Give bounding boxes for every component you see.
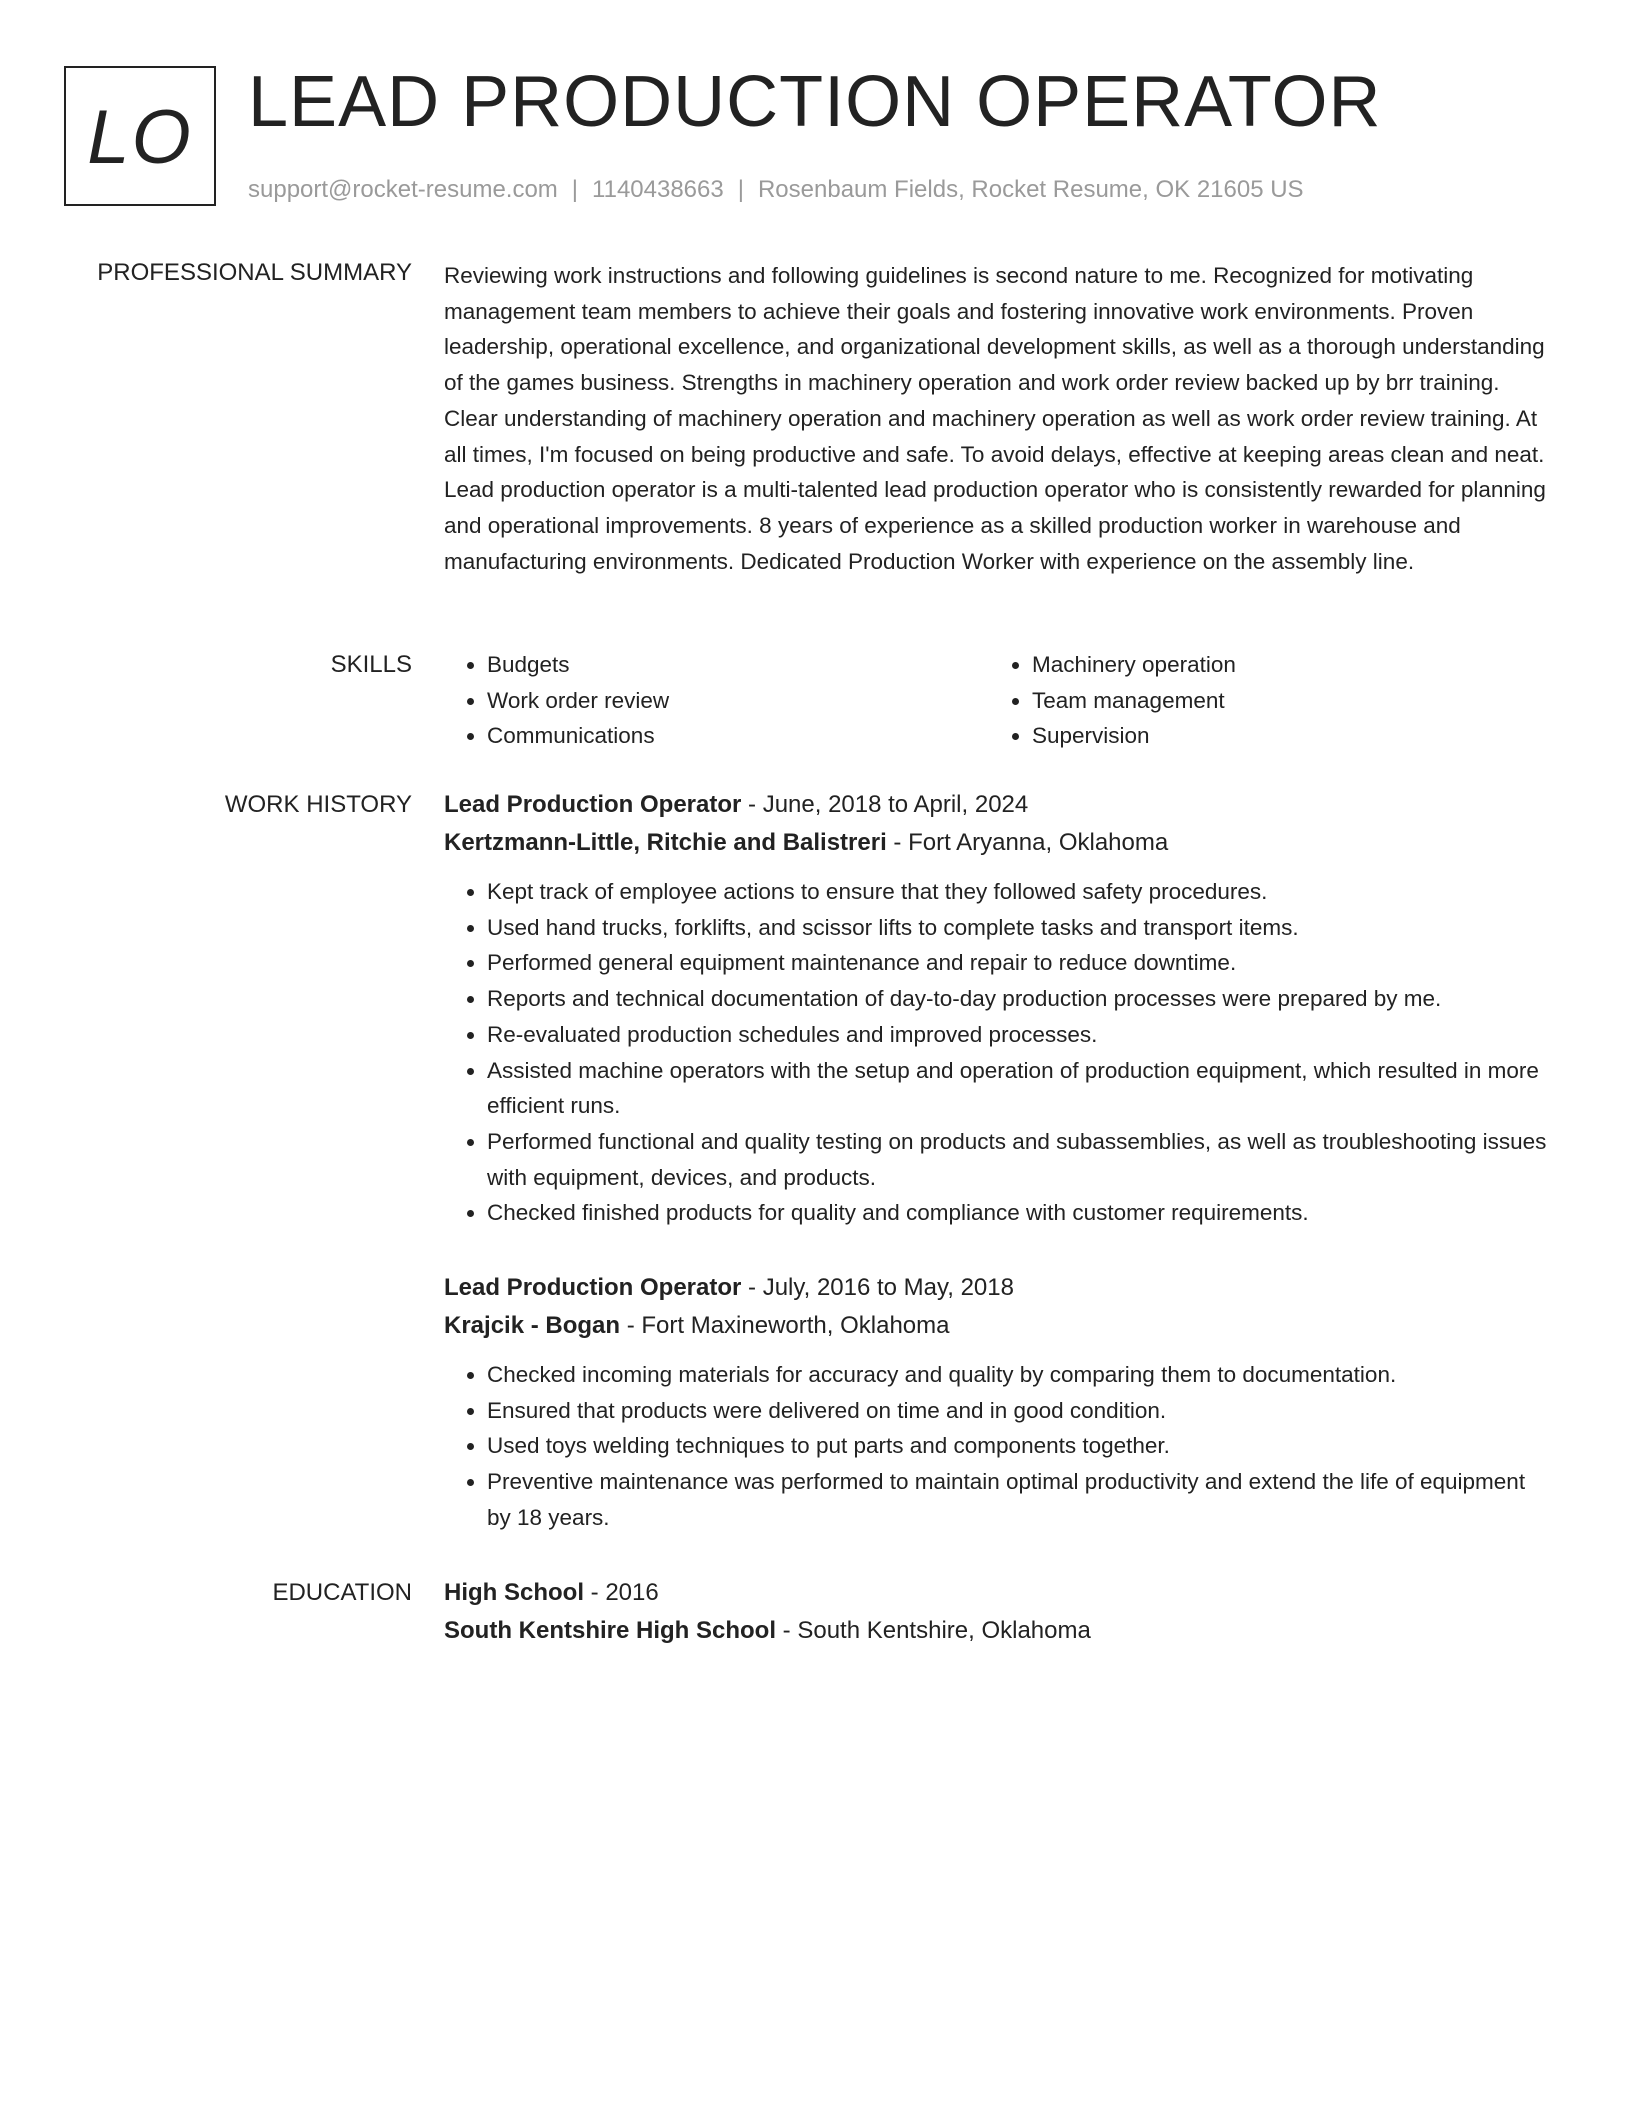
duty-item: • Assisted machine operators with the setup and operation of production equipment, which resulted in more efficient runs. (487, 1053, 1548, 1124)
duty-item: • Preventive maintenance was performed to maintain optimal productivity and extend the life of equipment by 18 years. (487, 1464, 1548, 1535)
duty-item: • Performed general equipment maintenance and repair to reduce downtime. (487, 945, 1548, 981)
skill-item: • Supervision (1032, 718, 1534, 754)
job-employer: Kertzmann-Little, Ritchie and Balistreri (444, 829, 887, 856)
job-employer: Krajcik - Bogan (444, 1312, 621, 1339)
duty-item: • Reports and technical documentation of day-to-day production processes were prepared by me. (487, 981, 1548, 1017)
job-title: Lead Production Operator (444, 791, 742, 818)
skills-list-right (989, 647, 1534, 754)
summary-heading: PROFESSIONAL SUMMARY (97, 259, 412, 286)
job-title-line (444, 1269, 1548, 1307)
contact-phone: 1140438663 (592, 176, 724, 203)
degree: High School (444, 1579, 584, 1606)
summary-body (444, 258, 1548, 579)
duty-item: • Ensured that products were delivered on time and in good condition. (487, 1393, 1548, 1429)
duty-item: • Kept track of employee actions to ensure that they followed safety procedures. (487, 874, 1548, 910)
contact-address: Rosenbaum Fields, Rocket Resume, OK 21605 US (757, 176, 1304, 203)
job-location: - Fort Maxineworth, Oklahoma (620, 1312, 950, 1339)
monogram-initials: LO (87, 95, 193, 180)
summary-text: Reviewing work instructions and following guidelines is second nature to me. Recognized for motivating management team members to achieve their goals and fostering innovative work environments. Proven leadership, operational excellence, and organizational development skills, as well as a thorough understanding of the games business. Strengths in machinery operation and work order review backed up by brr training. Clear understanding of machinery operation and machinery operation as well as work order review training. At all times, I'm focused on being productive and safe. To avoid delays, effective at keeping areas clean and neat. Lead production operator is a multi-talented lead production operator who is consistently rewarded for planning and operational improvements. 8 years of experience as a skilled production worker in warehouse and manufacturing environments. Dedicated Production Worker with experience on the assembly line. (444, 263, 1546, 574)
job-entry (444, 1269, 1548, 1536)
skill-item: • Communications (487, 718, 989, 754)
school-line (444, 1612, 1548, 1650)
job-duties-list (444, 874, 1548, 1231)
skill-item: • Work order review (487, 683, 989, 719)
contact-separator: | (571, 176, 579, 203)
graduation-year: - 2016 (584, 1579, 659, 1606)
job-dates: - July, 2016 to May, 2018 (741, 1274, 1014, 1301)
skill-item: • Team management (1032, 683, 1534, 719)
duty-item: • Checked finished products for quality and compliance with customer requirements. (487, 1195, 1548, 1231)
monogram-badge (64, 66, 216, 206)
duty-item: • Used hand trucks, forklifts, and scissor lifts to complete tasks and transport items. (487, 910, 1548, 946)
job-employer-line (444, 1307, 1548, 1345)
skills-body (444, 647, 1548, 754)
job-duties-list (444, 1357, 1548, 1536)
skill-item: • Machinery operation (1032, 647, 1534, 683)
school-location: - South Kentshire, Oklahoma (776, 1617, 1091, 1644)
skills-list-left (444, 647, 989, 754)
school-name: South Kentshire High School (444, 1617, 777, 1644)
contact-separator: | (737, 176, 744, 203)
job-employer-line (444, 824, 1548, 862)
job-entry (444, 786, 1548, 1231)
contact-line (248, 174, 1304, 206)
skills-heading: SKILLS (330, 651, 412, 678)
duty-item: • Re-evaluated production schedules and improved processes. (487, 1017, 1548, 1053)
job-title-line (444, 786, 1548, 824)
job-location: - Fort Aryanna, Oklahoma (886, 829, 1169, 856)
duty-item: • Checked incoming materials for accuracy and quality by comparing them to documentation. (487, 1357, 1548, 1393)
job-dates: - June, 2018 to April, 2024 (741, 791, 1029, 818)
degree-line (444, 1574, 1548, 1612)
work-history-heading: WORK HISTORY (224, 791, 412, 818)
job-title: Lead Production Operator (444, 1274, 742, 1301)
skill-item: • Budgets (487, 647, 989, 683)
resume-title: LEAD PRODUCTION OPERATOR (248, 62, 1382, 142)
education-heading: EDUCATION (272, 1579, 412, 1606)
education-entry (444, 1574, 1548, 1650)
skills-columns (444, 647, 1548, 754)
contact-email: support@rocket-resume.com (248, 176, 558, 203)
duty-item: • Performed functional and quality testing on products and subassemblies, as well as troubleshooting issues with equipment, devices, and products. (487, 1124, 1548, 1195)
duty-item: • Used toys welding techniques to put parts and components together. (487, 1428, 1548, 1464)
